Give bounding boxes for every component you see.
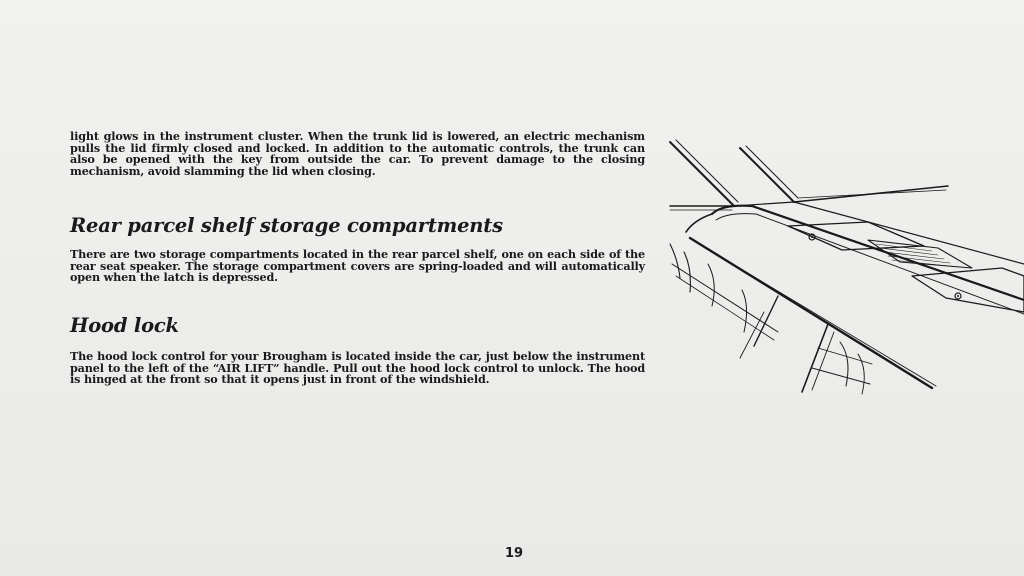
hood-lock-paragraph: The hood lock control for your Brougham is located inside the car, just below the instrument panel to the left of the “AIR LIFT” handle. Pull out the hood lock control to unlock. The hood is hinged at the front so that it opens just in front of the windshield.	[70, 349, 645, 387]
page-number: 19	[504, 546, 524, 561]
hood-lock-heading: Hood lock	[70, 314, 179, 337]
trunk-paragraph: light glows in the instrument cluster. When the trunk lid is lowered, an electric mechanism pulls the lid firmly closed and locked. In addition to the automatic controls, the trunk can also be opened with the key from outside the car. To prevent damage to the closing mechanism, avoid slamming the lid when closing.	[70, 129, 645, 178]
rear-parcel-shelf-illustration	[662, 136, 1024, 398]
rear-parcel-shelf-paragraph: There are two storage compartments located in the rear parcel shelf, one on each side of the rear seat speaker. The storage compartment covers are spring-loaded and will automatically open when the latch is depressed.	[70, 247, 645, 285]
rear-parcel-shelf-heading: Rear parcel shelf storage compartments	[70, 214, 503, 237]
